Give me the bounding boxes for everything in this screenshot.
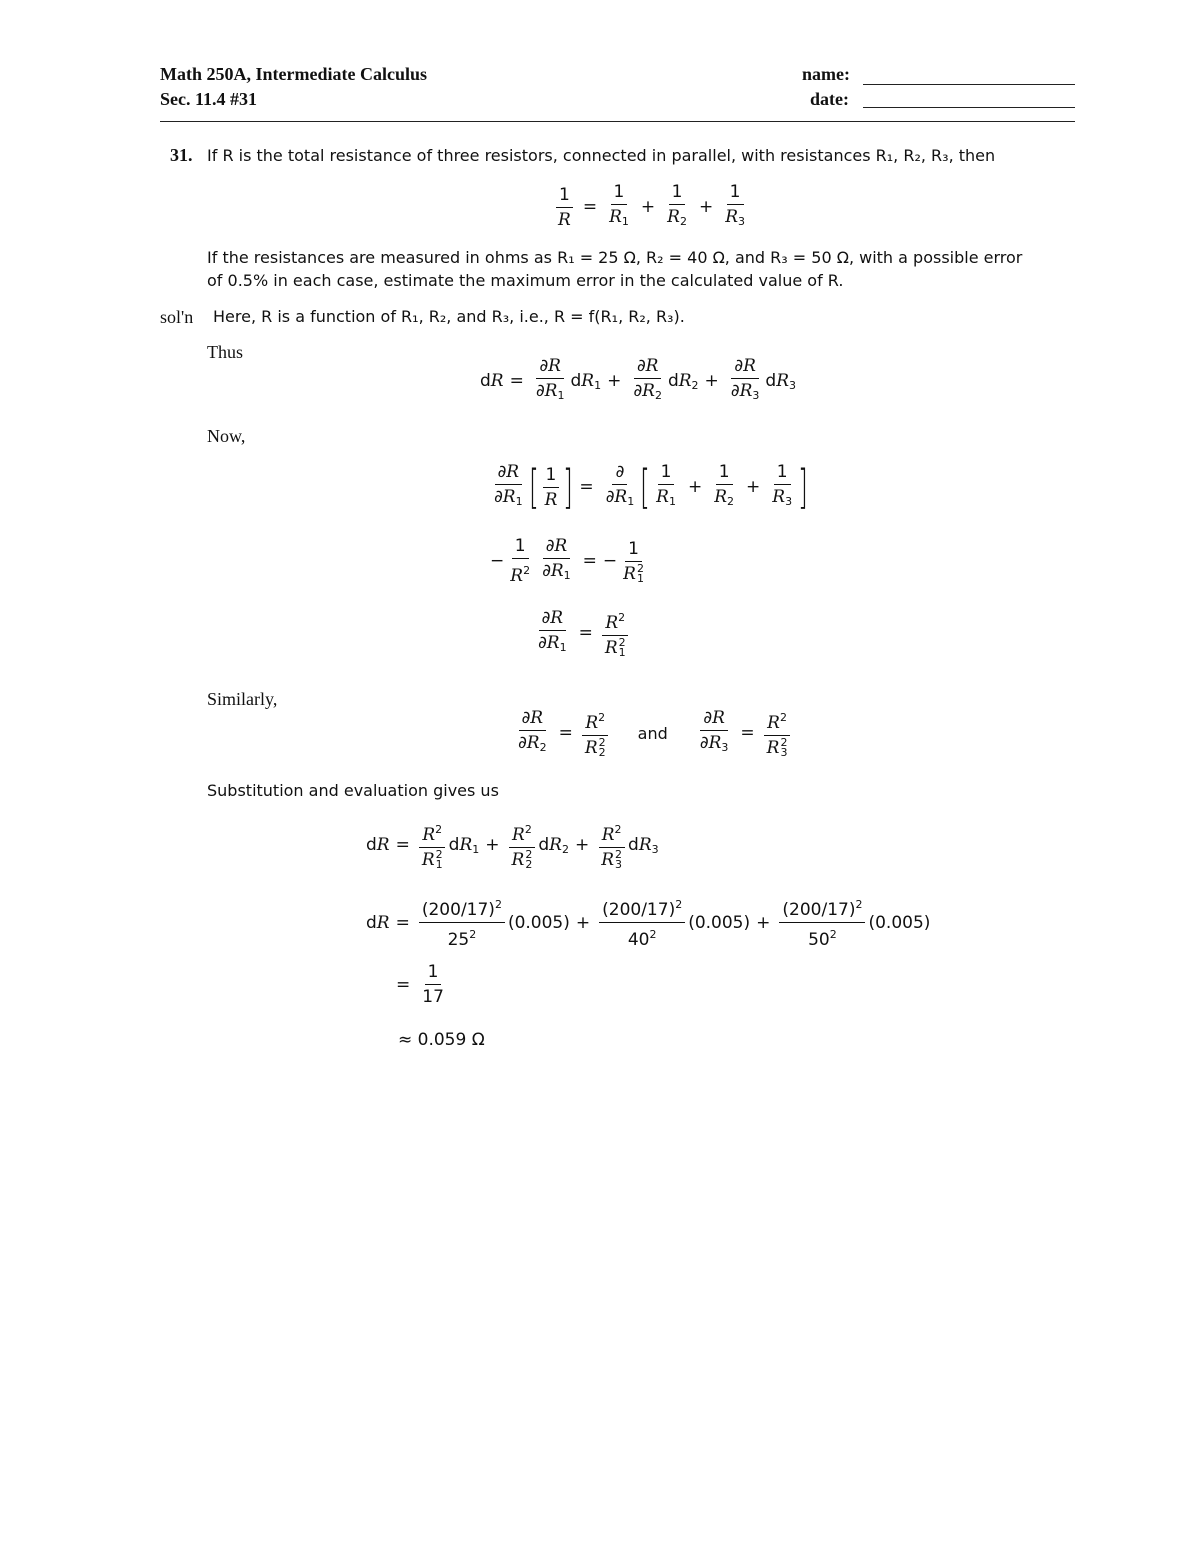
date-line [863, 107, 1075, 108]
solution-line-1: Here, R is a function of R₁, R₂, and R₃, i.e., R = f(R₁, R₂, R₃). [213, 307, 685, 326]
partial-bracket-equation: ∂R $\partial R_1$ [ 1 R ] = ∂ $\partial R_1$ [ 1 $R_1$ + $\frac{1}{R_2}$ + $\frac{1}{R_3}$ ] [494, 460, 808, 514]
numeric-substitution: dR = $\frac{(200/17)^2}{25^2}$ (0.005) + $\frac{(200/17)^2}{40^2}$ (0.005) + $\frac{(200/17)^2}{50^2}$ (0.005) [366, 895, 930, 950]
approx-result: ≈ 0.059 Ω [398, 1030, 485, 1050]
partial-r1-result: $\frac{\partial R}{\partial R_1}$ = $R^2$ R 2 1 [532, 608, 632, 658]
name-label: name: [802, 64, 850, 84]
now-label: Now, [207, 426, 246, 446]
name-line [863, 84, 1075, 85]
total-differential-equation: dR = $\frac{\partial R}{\partial R_1}$ $dR_1$ + $\frac{\partial R}{\partial R_2}$ $dR_2$ + $\frac{\partial R}{\partial R_3}$ $dR_3$ [480, 356, 797, 402]
result-fraction: = $\frac{1}{17}$ [396, 962, 444, 1007]
substituted-differential: dR = $R^2$ R 2 1 $dR_1$ + $R^2$ R 2 2 $dR_2$ + $R^2$ R 2 3 $dR_3$ [366, 820, 659, 870]
header-divider [160, 121, 1075, 122]
parallel-equation: $\frac{1}{R}$ = $\frac{1}{R_1}$ + $\frac{1}{R_2}$ + $\frac{1}{R_3}$ [552, 182, 751, 232]
problem-line-2: If the resistances are measured in ohms as R₁ = 25 Ω, R₂ = 40 Ω, and R₃ = 50 Ω, with a possible error [207, 248, 1023, 267]
date-label: date: [810, 89, 849, 109]
and-label: and [637, 723, 668, 743]
thus-label: Thus [207, 342, 243, 362]
partial-r2-r3-results: $\frac{\partial R}{\partial R_2}$ = $R^2$ R 2 2 and $\frac{\partial R}{\partial R_3}$ = $R^2$ R 2 3 [512, 708, 793, 758]
substitution-text: Substitution and evaluation gives us [207, 781, 499, 800]
problem-intro: If R is the total resistance of three resistors, connected in parallel, with resistances R₁, R₂, R₃, then [207, 146, 996, 165]
course-title: Math 250A, Intermediate Calculus [160, 64, 427, 84]
problem-line-3: of 0.5% in each case, estimate the maximum error in the calculated value of R. [207, 271, 844, 290]
problem-number: 31. [170, 145, 193, 165]
solution-label: sol'n [160, 307, 194, 327]
chain-rule-equation: − $\frac{1}{R^2}$ $\frac{\partial R}{\partial R_1}$ = − 1 R 2 1 [490, 536, 644, 586]
similarly-label: Similarly, [207, 689, 278, 709]
section-label: Sec. 11.4 #31 [160, 89, 257, 109]
